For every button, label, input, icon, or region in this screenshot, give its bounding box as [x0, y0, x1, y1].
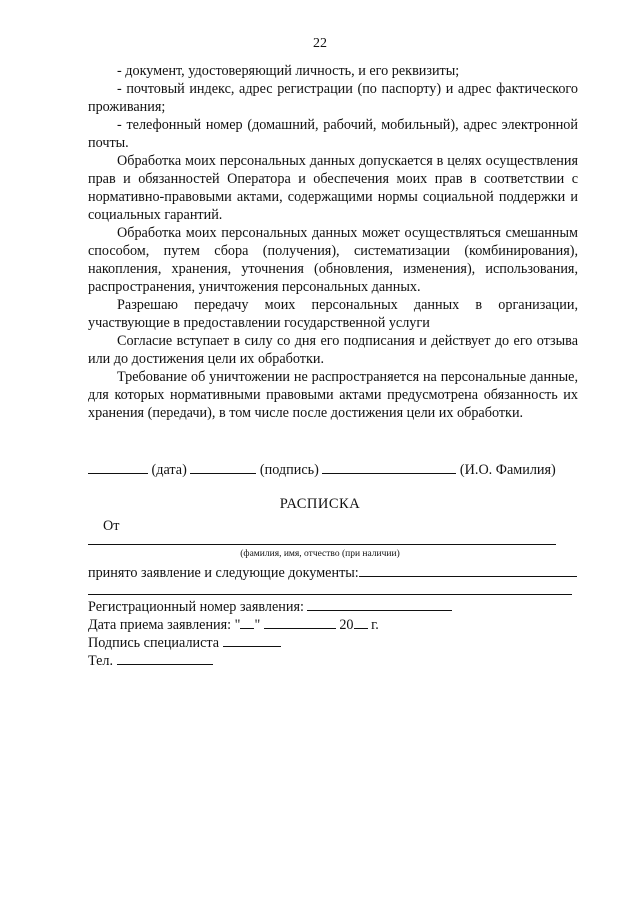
receipt-reg-number-blank[interactable] [307, 596, 452, 611]
receipt-accepted-blank[interactable] [359, 562, 577, 577]
receipt-date-row [88, 614, 379, 634]
receipt-year-blank[interactable] [354, 614, 368, 629]
receipt-reg-number-row [88, 596, 452, 616]
receipt-accepted-row [88, 562, 577, 582]
receipt-month-blank[interactable] [264, 614, 336, 629]
receipt-specialist-row [88, 632, 281, 652]
receipt-from-caption: (фамилия, имя, отчество (при наличии) [240, 549, 400, 559]
paragraph-processing-purpose: Обработка моих персональных данных допускается в целях осуществления прав и обязанностей Оператора и обеспечения моих прав в соответствии с нормативно-правовыми актами, содержащими нормы социальной поддержки и социальных гарантий. [88, 153, 578, 223]
receipt-year-suffix: г. [371, 617, 379, 633]
receipt-year-prefix: 20 [339, 617, 354, 633]
receipt-date-label: Дата приема заявления: " [88, 617, 241, 633]
list-item-phone-email: - телефонный номер (домашний, рабочий, мобильный), адрес электронной почты. [88, 117, 578, 151]
signature-blank[interactable] [190, 459, 256, 474]
receipt-reg-number-label: Регистрационный номер заявления: [88, 599, 304, 615]
consent-text [88, 62, 578, 422]
date-label: (дата) [151, 462, 187, 478]
receipt-date-quote: " [254, 617, 261, 633]
receipt-from-line[interactable] [88, 544, 556, 545]
receipt-phone-label: Тел. [88, 653, 114, 669]
signature-label: (подпись) [259, 462, 319, 478]
page-number: 22 [313, 36, 327, 51]
paragraph-processing-method: Обработка моих персональных данных может осуществляться смешанным способом, путем сбора (получения), систематизации (комбинирования), накопления, хранения, уточнения (обновления, изменения), использования, распространения, уничтожения персональных данных. [88, 225, 578, 295]
receipt-title: РАСПИСКА [279, 496, 361, 512]
receipt-specialist-blank[interactable] [223, 632, 281, 647]
receipt-documents-line[interactable] [88, 594, 572, 595]
name-blank[interactable] [322, 459, 456, 474]
receipt-phone-blank[interactable] [117, 650, 213, 665]
paragraph-transfer-permission: Разрешаю передачу моих персональных данных в организации, участвующие в предоставлении государственной услуги [88, 297, 578, 331]
receipt-from-label: От [103, 518, 120, 534]
paragraph-consent-validity: Согласие вступает в силу со дня его подписания и действует до его отзыва или до достижения цели их обработки. [88, 333, 578, 367]
receipt-specialist-label: Подпись специалиста [88, 635, 220, 651]
receipt-accepted-label: принято заявление и следующие документы: [88, 565, 359, 581]
name-label: (И.О. Фамилия) [459, 462, 556, 478]
list-item-address: - почтовый индекс, адрес регистрации (по паспорту) и адрес фактического проживания; [88, 81, 578, 115]
date-blank[interactable] [88, 459, 148, 474]
paragraph-destruction-requirement: Требование об уничтожении не распространяется на персональные данные, для которых нормативными правовыми актами предусмотрена обязанность их хранения (передачи), в том числе после достижения цели их обработки. [88, 369, 578, 421]
receipt-day-blank[interactable] [240, 614, 254, 629]
receipt-phone-row [88, 650, 213, 670]
signature-row [88, 459, 578, 479]
list-item-id-document: - документ, удостоверяющий личность, и его реквизиты; [117, 63, 460, 79]
